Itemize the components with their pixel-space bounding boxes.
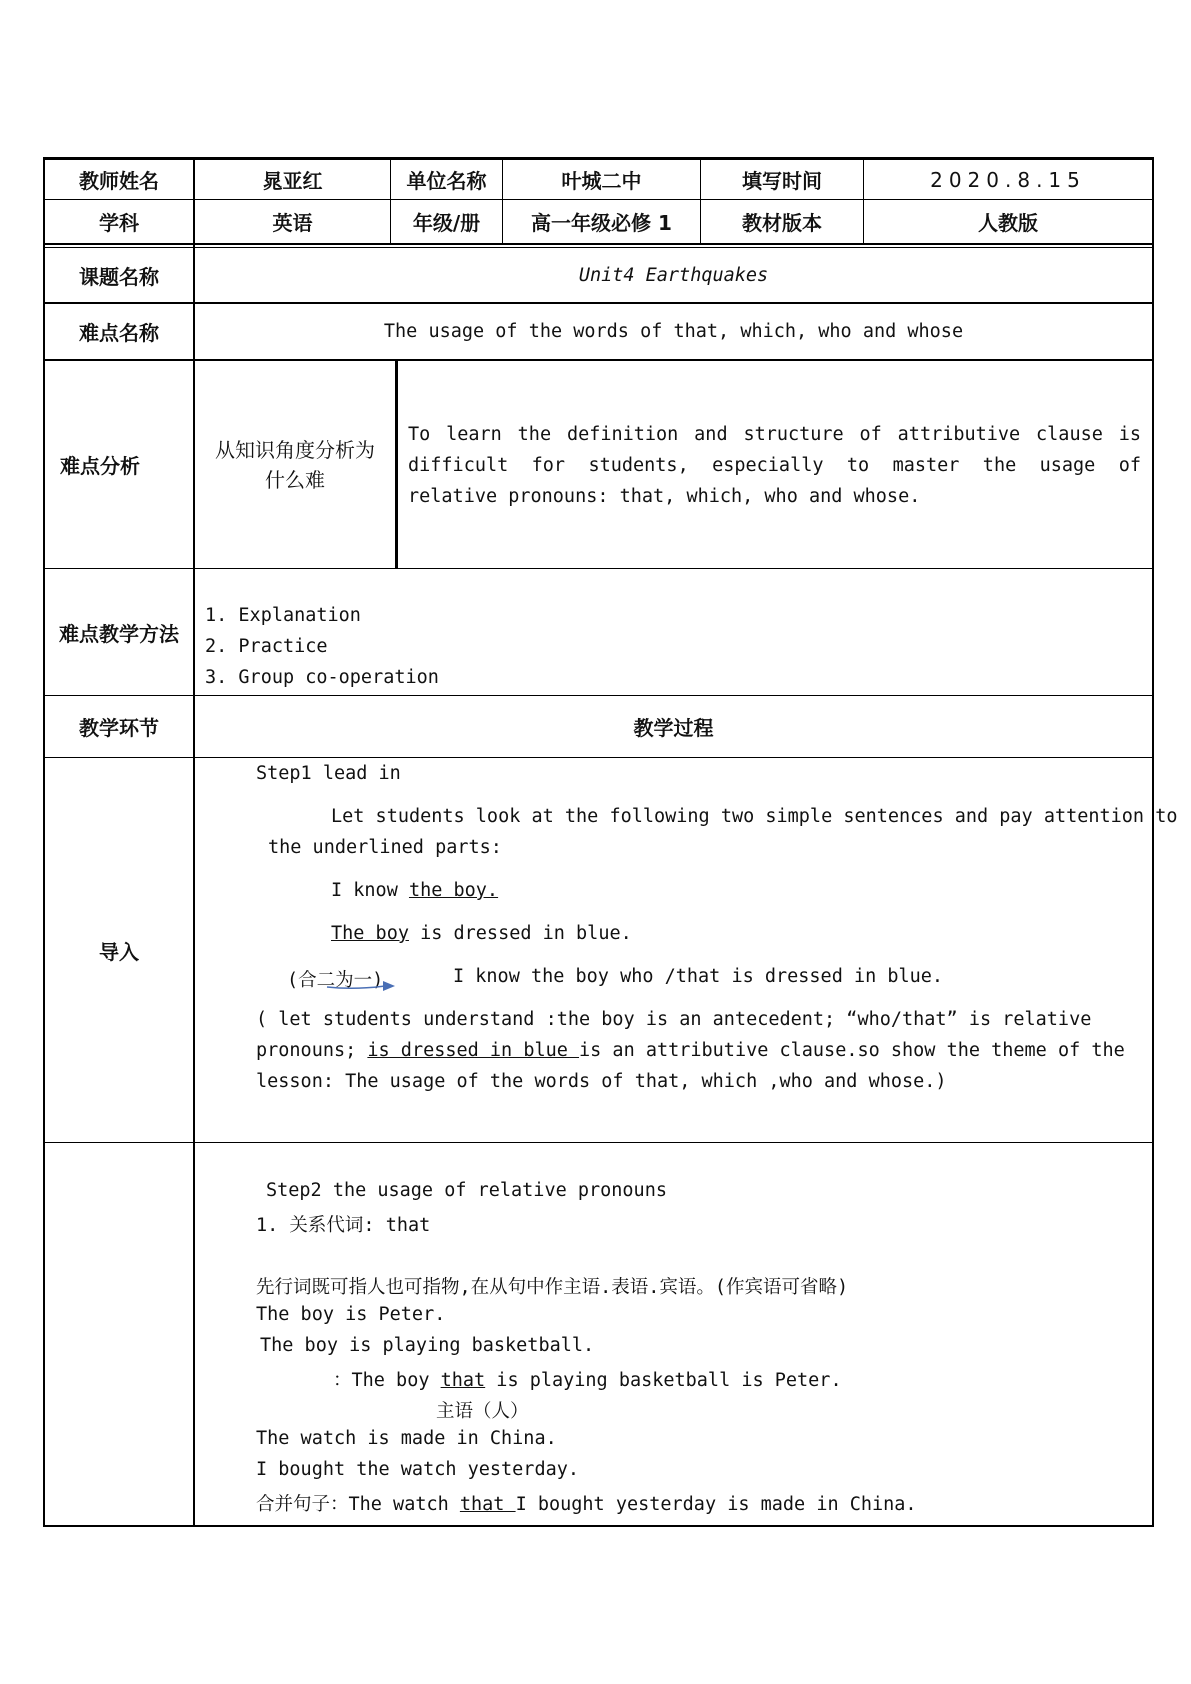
border-bottom: [43, 1525, 1154, 1527]
difficulty-label: 难点名称: [79, 321, 159, 345]
subject-label: 学科: [99, 211, 139, 235]
date-label: 填写时间: [742, 169, 822, 193]
lead-in-note-2-underlined: is dressed in blue: [367, 1040, 580, 1061]
arrow-right-icon: [325, 975, 397, 993]
process-header: 教学过程: [633, 716, 714, 740]
example-b2: I bought the watch yesterday.: [256, 1459, 580, 1480]
topic-label: 课题名称: [79, 264, 159, 289]
lead-in-note-2-suffix: is an attributive clause.so show the theme of the: [579, 1040, 1125, 1061]
example-a1: The boy is Peter.: [256, 1304, 446, 1325]
example-sentence-1-prefix: I know: [331, 880, 409, 901]
unit-value: 叶城二中: [561, 169, 642, 193]
example-b3: [256, 1490, 917, 1516]
method-item: 1. Explanation: [205, 605, 361, 626]
example-sentence-1-underlined: the boy.: [408, 880, 499, 901]
example-sentence-1: [331, 880, 498, 901]
combine-tag: (合二为一): [287, 970, 384, 991]
lead-in-note-2: [256, 1040, 1125, 1061]
example-a3-prefix: ：The boy: [333, 1370, 441, 1391]
analysis-sublabel: [195, 361, 395, 568]
example-sentence-2-suffix: is dressed in blue.: [408, 923, 632, 944]
teacher-name-value: 晁亚红: [262, 169, 323, 193]
row-divider: [43, 243, 1154, 245]
step2-item-1: 1. 关系代词: that: [256, 1215, 431, 1236]
analysis-sublabel-line-1: 从知识角度分析为: [215, 437, 375, 462]
lesson-plan-table: [43, 157, 1178, 1527]
analysis-label: 难点分析: [60, 454, 140, 478]
edition-value: 人教版: [978, 211, 1038, 235]
analysis-text: To learn the definition and structure of attributive clause is difficult for students, especially to master the usage of relative pronouns: that, which, who and whose.: [408, 424, 1141, 507]
example-a3-underlined: that: [440, 1370, 486, 1391]
example-a3-suffix: is playing basketball is Peter.: [485, 1370, 842, 1391]
edition-label: 教材版本: [742, 211, 822, 235]
date-value: 2020.8.15: [930, 167, 1086, 192]
subject-value: 英语: [272, 211, 313, 235]
example-b3-suffix: I bought yesterday is made in China.: [515, 1494, 917, 1515]
example-b3-prefix: 合并句子：The watch: [256, 1494, 460, 1515]
lead-in-label: 导入: [99, 939, 139, 964]
example-sentence-2: [331, 923, 632, 944]
lead-in-note-2-prefix: pronouns;: [256, 1040, 368, 1061]
lead-in-note-1: ( let students understand :the boy is an antecedent; “who/that” is relative: [256, 1009, 1092, 1030]
methods-label: 难点教学方法: [59, 621, 179, 646]
unit-label: 单位名称: [406, 169, 487, 193]
method-item: 3. Group co-operation: [205, 667, 439, 688]
grade-value: 高一年级必修 1: [531, 211, 672, 235]
grade-label: 年级/册: [412, 211, 481, 235]
lead-in-intro-1: Let students look at the following two simple sentences and pay attention to: [331, 806, 1178, 827]
step2-rule: 先行词既可指人也可指物,在从句中作主语.表语.宾语。(作宾语可省略): [256, 1277, 849, 1298]
combined-sentence: I know the boy who /that is dressed in blue.: [453, 966, 944, 987]
topic-value: Unit4 Earthquakes: [578, 264, 769, 286]
example-a3: [333, 1366, 842, 1392]
lead-in-intro-2: the underlined parts:: [268, 837, 502, 858]
row-divider: [43, 757, 1154, 758]
example-b1: The watch is made in China.: [256, 1428, 557, 1449]
example-a2: The boy is playing basketball.: [260, 1335, 595, 1356]
example-b3-underlined: that: [459, 1494, 516, 1515]
process-stage-header: 教学环节: [79, 716, 159, 740]
analysis-sublabel-line-2: 什么难: [265, 467, 325, 492]
difficulty-value: The usage of the words of that, which, who and whose: [383, 321, 964, 342]
step2-title: Step2 the usage of relative pronouns: [266, 1180, 667, 1201]
col-divider: [395, 361, 398, 568]
method-item: 2. Practice: [205, 636, 328, 657]
teacher-name-label: 教师姓名: [79, 169, 159, 193]
row-divider: [43, 568, 1154, 569]
row-divider: [43, 1142, 1154, 1143]
step1-title: Step1 lead in: [256, 763, 401, 784]
border-right: [1152, 157, 1154, 1527]
example-a3-note: 主语（人）: [436, 1401, 529, 1422]
lead-in-note-3: lesson: The usage of the words of that, which ,who and whose.): [256, 1071, 947, 1092]
example-sentence-2-underlined: The boy: [331, 923, 409, 944]
